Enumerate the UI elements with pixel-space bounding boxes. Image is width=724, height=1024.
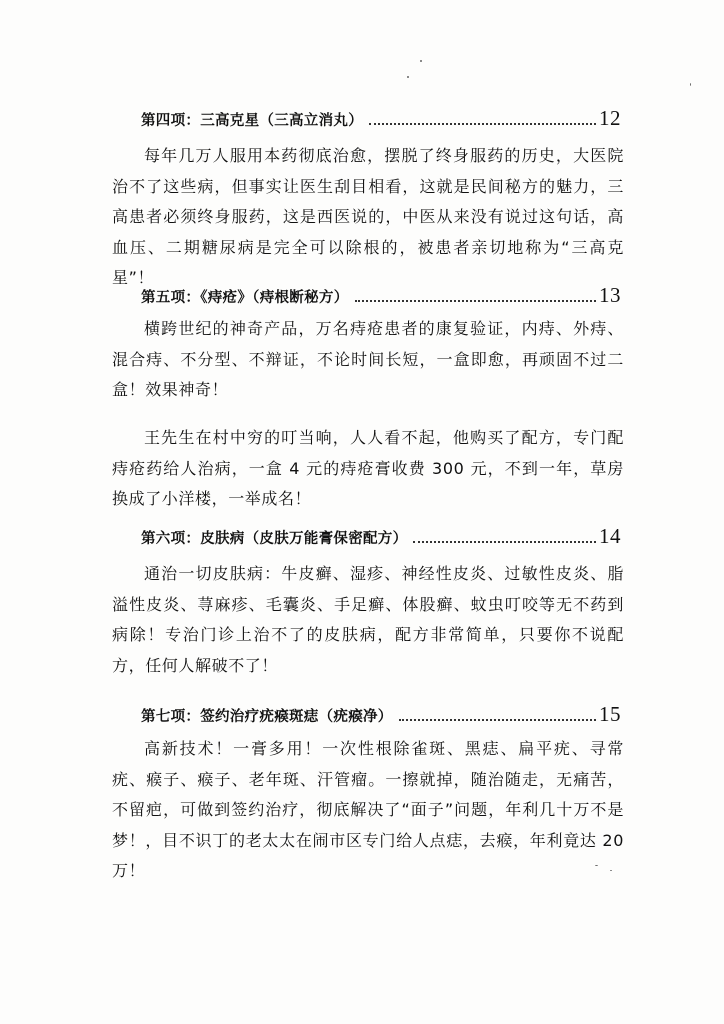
entry-title: 第七项：签约治疗疣瘊斑痣（疣瘊净）	[141, 709, 393, 725]
entry-title: 第五项：《痔疮》（痔根断秘方）	[141, 290, 349, 306]
scan-speck	[610, 870, 612, 871]
dot-leader	[413, 541, 596, 543]
toc-entry-7	[141, 704, 621, 727]
toc-entry-5	[141, 285, 621, 308]
scan-speck	[407, 76, 409, 78]
entry-title: 第六项：皮肤病（皮肤万能膏保密配方）	[141, 531, 408, 547]
entry-5-paragraph-2: 王先生在村中穷的叮当响，人人看不起，他购买了配方，专门配痔疮药给人治病，一盒 4 元的痔疮膏收费 300 元，不到一年，草房换成了小洋楼，一举成名！	[112, 428, 624, 508]
dot-leader	[355, 300, 597, 302]
dot-leader	[399, 719, 596, 721]
entry-6-paragraph: 通治一切皮肤病：牛皮癣、湿疹、神经性皮炎、过敏性皮炎、脂溢性皮炎、荨麻疹、毛囊炎、手足癣、体股癣、蚊虫叮咬等无不药到病除！专治门诊上治不了的皮肤病，配方非常简单，只要你不说配方，任何人解破不了！	[112, 564, 624, 675]
scan-speck	[690, 83, 691, 86]
entry-title: 第四项：三高克星（三高立消丸）	[141, 113, 363, 129]
toc-entry-4	[141, 108, 621, 131]
toc-entry-6	[141, 526, 621, 549]
entry-page-number: 13	[599, 283, 621, 307]
entry-page-number: 14	[599, 524, 621, 548]
dot-leader	[369, 123, 596, 125]
entry-7-paragraph: 高新技术！一膏多用！一次性根除雀斑、黑痣、扁平疣、寻常疣、瘊子、瘊子、老年斑、汗管瘤。一擦就掉，随治随走，无痛苦，不留疤，可做到签约治疗，彻底解决了“面子”问题，年利几十万不是梦！，目不识丁的老太太在闹市区专门给人点痣，去瘊，年利竟达 20 万！	[112, 739, 624, 880]
scan-speck	[595, 865, 598, 866]
entry-page-number: 15	[599, 702, 621, 726]
entry-5-paragraph-1: 横跨世纪的神奇产品，万名痔疮患者的康复验证，内痔、外痔、混合痔、不分型、不辩证，不论时间长短，一盒即愈，再顽固不过二盒！效果神奇！	[112, 319, 624, 399]
entry-page-number: 12	[599, 106, 621, 130]
entry-4-paragraph: 每年几万人服用本药彻底治愈，摆脱了终身服药的历史，大医院治不了这些病，但事实让医生刮目相看，这就是民间秘方的魅力，三高患者必须终身服药，这是西医说的，中医从来没有说过这句话，高血压、二期糖尿病是完全可以除根的，被患者亲切地称为“三高克星”！	[112, 146, 624, 287]
scan-speck	[420, 60, 422, 62]
